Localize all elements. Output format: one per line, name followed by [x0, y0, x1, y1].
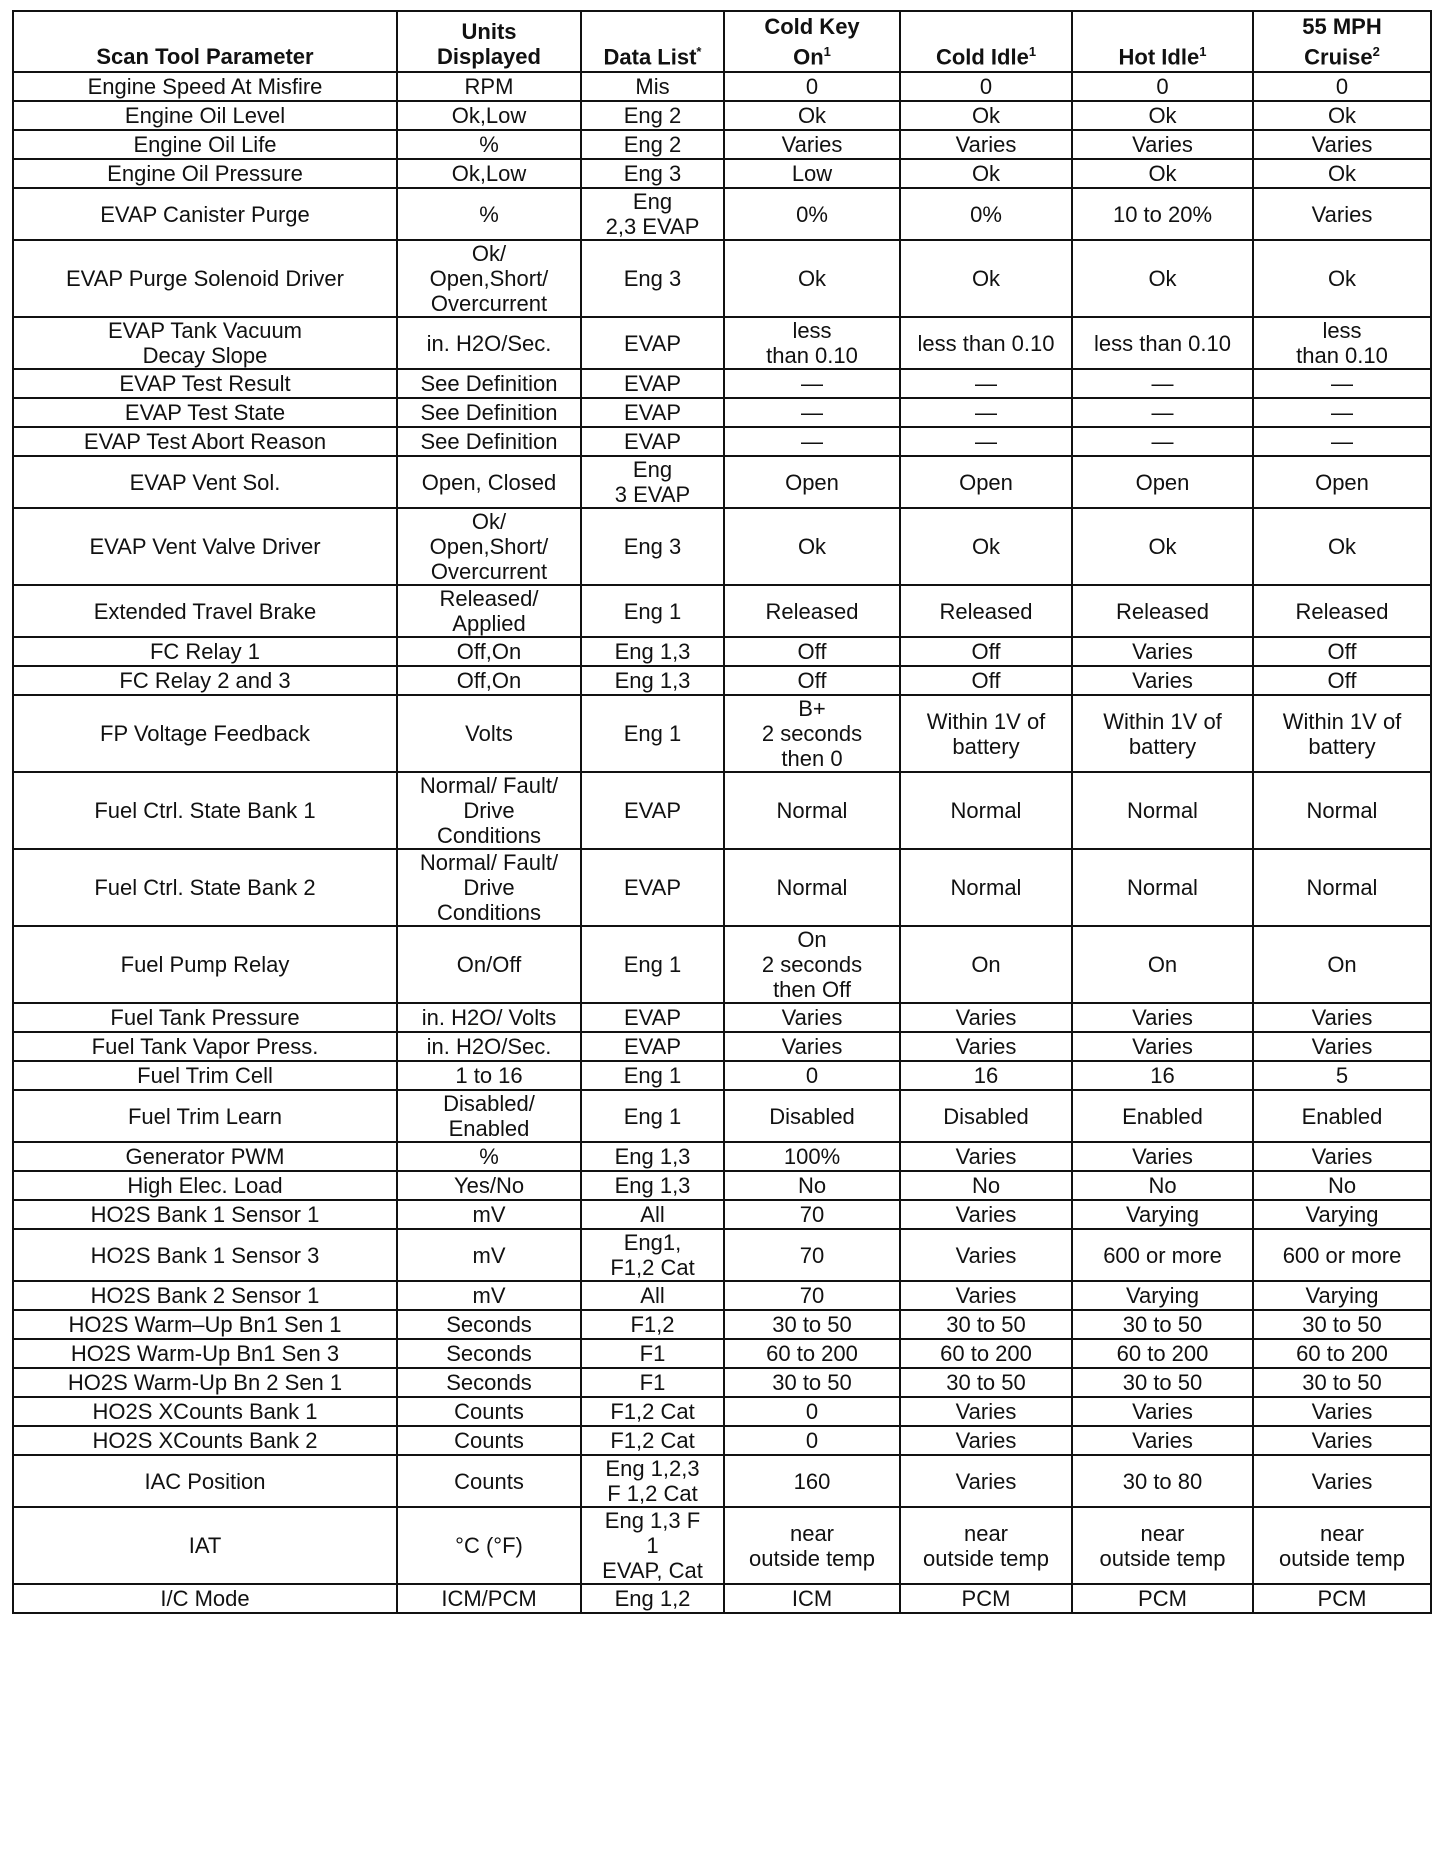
- cruise-cell: On: [1253, 926, 1431, 1003]
- data-list-cell: Eng 1,3: [581, 637, 724, 666]
- cold-key-on-cell: Ok: [724, 240, 900, 317]
- data-list-cell: Eng 1: [581, 1061, 724, 1090]
- cold-idle-cell: 30 to 50: [900, 1368, 1072, 1397]
- table-row: [13, 1397, 1431, 1426]
- table-row: [13, 130, 1431, 159]
- cold-key-on-cell: Varies: [724, 1003, 900, 1032]
- table-row: [13, 1200, 1431, 1229]
- cruise-cell: Ok: [1253, 508, 1431, 585]
- cruise-cell: Within 1V of battery: [1253, 695, 1431, 772]
- data-list-cell: All: [581, 1281, 724, 1310]
- cruise-cell: —: [1253, 398, 1431, 427]
- cruise-cell: 0: [1253, 72, 1431, 101]
- units-cell: Ok/ Open,Short/ Overcurrent: [397, 508, 581, 585]
- data-list-cell: Eng 1,2,3 F 1,2 Cat: [581, 1455, 724, 1507]
- hot-idle-cell: 30 to 80: [1072, 1455, 1253, 1507]
- parameter-cell: Fuel Tank Pressure: [13, 1003, 397, 1032]
- cold-idle-cell: —: [900, 398, 1072, 427]
- cold-key-on-cell: Disabled: [724, 1090, 900, 1142]
- data-list-cell: Eng 1: [581, 1090, 724, 1142]
- cold-idle-cell: Ok: [900, 240, 1072, 317]
- hot-idle-cell: less than 0.10: [1072, 317, 1253, 369]
- cold-idle-cell: Normal: [900, 849, 1072, 926]
- units-cell: Released/ Applied: [397, 585, 581, 637]
- data-list-cell: Eng 3: [581, 240, 724, 317]
- cold-key-on-cell: Varies: [724, 1032, 900, 1061]
- cold-key-on-cell: 0%: [724, 188, 900, 240]
- parameter-cell: Generator PWM: [13, 1142, 397, 1171]
- cold-idle-cell: near outside temp: [900, 1507, 1072, 1584]
- cold-idle-cell: Ok: [900, 101, 1072, 130]
- cold-idle-cell: Varies: [900, 1397, 1072, 1426]
- parameter-cell: FC Relay 1: [13, 637, 397, 666]
- table-row: [13, 240, 1431, 317]
- cruise-cell: 60 to 200: [1253, 1339, 1431, 1368]
- cruise-cell: Varying: [1253, 1200, 1431, 1229]
- cold-key-on-cell: Off: [724, 666, 900, 695]
- table-row: [13, 1339, 1431, 1368]
- units-cell: Seconds: [397, 1368, 581, 1397]
- cold-key-on-cell: —: [724, 369, 900, 398]
- cold-idle-cell: 60 to 200: [900, 1339, 1072, 1368]
- cold-key-on-cell: —: [724, 398, 900, 427]
- cold-idle-cell: PCM: [900, 1584, 1072, 1613]
- hot-idle-cell: Varies: [1072, 1397, 1253, 1426]
- header-cold-idle: Cold Idle$^1$: [900, 11, 1072, 72]
- table-row: [13, 456, 1431, 508]
- hot-idle-cell: Normal: [1072, 772, 1253, 849]
- table-row: [13, 1584, 1431, 1613]
- units-cell: °C (°F): [397, 1507, 581, 1584]
- parameter-cell: Engine Oil Pressure: [13, 159, 397, 188]
- hot-idle-cell: —: [1072, 369, 1253, 398]
- hot-idle-cell: Ok: [1072, 508, 1253, 585]
- hot-idle-cell: Varies: [1072, 1142, 1253, 1171]
- cruise-cell: 5: [1253, 1061, 1431, 1090]
- parameter-cell: Fuel Tank Vapor Press.: [13, 1032, 397, 1061]
- cold-key-on-cell: 30 to 50: [724, 1368, 900, 1397]
- data-list-cell: Eng 1: [581, 695, 724, 772]
- header-units-displayed: Units Displayed: [397, 11, 581, 72]
- hot-idle-cell: Varying: [1072, 1281, 1253, 1310]
- units-cell: RPM: [397, 72, 581, 101]
- units-cell: Disabled/ Enabled: [397, 1090, 581, 1142]
- parameter-cell: Fuel Trim Learn: [13, 1090, 397, 1142]
- cold-key-on-cell: Low: [724, 159, 900, 188]
- cruise-cell: Varies: [1253, 1426, 1431, 1455]
- table-row: [13, 1090, 1431, 1142]
- data-list-cell: EVAP: [581, 772, 724, 849]
- hot-idle-cell: Normal: [1072, 849, 1253, 926]
- units-cell: Normal/ Fault/ Drive Conditions: [397, 849, 581, 926]
- data-list-cell: Eng 3 EVAP: [581, 456, 724, 508]
- table-row: [13, 1281, 1431, 1310]
- hot-idle-cell: 60 to 200: [1072, 1339, 1253, 1368]
- cold-idle-cell: Open: [900, 456, 1072, 508]
- cold-idle-cell: Varies: [900, 1200, 1072, 1229]
- parameter-cell: FC Relay 2 and 3: [13, 666, 397, 695]
- header-55-mph-cruise: 55 MPH Cruise$^2$: [1253, 11, 1431, 72]
- parameter-cell: Fuel Pump Relay: [13, 926, 397, 1003]
- cruise-cell: Varies: [1253, 130, 1431, 159]
- units-cell: Ok,Low: [397, 101, 581, 130]
- data-list-cell: All: [581, 1200, 724, 1229]
- data-list-cell: Eng 1,3: [581, 1171, 724, 1200]
- cold-key-on-cell: Released: [724, 585, 900, 637]
- table-row: [13, 1455, 1431, 1507]
- hot-idle-cell: Varies: [1072, 130, 1253, 159]
- cruise-cell: Ok: [1253, 101, 1431, 130]
- cold-idle-cell: less than 0.10: [900, 317, 1072, 369]
- units-cell: %: [397, 1142, 581, 1171]
- parameter-cell: Fuel Trim Cell: [13, 1061, 397, 1090]
- hot-idle-cell: No: [1072, 1171, 1253, 1200]
- data-list-cell: F1,2 Cat: [581, 1426, 724, 1455]
- data-list-cell: Eng 2,3 EVAP: [581, 188, 724, 240]
- units-cell: mV: [397, 1200, 581, 1229]
- cruise-cell: Released: [1253, 585, 1431, 637]
- parameter-cell: HO2S Bank 1 Sensor 3: [13, 1229, 397, 1281]
- cold-idle-cell: —: [900, 427, 1072, 456]
- data-list-cell: Eng1, F1,2 Cat: [581, 1229, 724, 1281]
- cruise-cell: Varies: [1253, 188, 1431, 240]
- cruise-cell: 600 or more: [1253, 1229, 1431, 1281]
- units-cell: Yes/No: [397, 1171, 581, 1200]
- cold-idle-cell: 16: [900, 1061, 1072, 1090]
- parameter-cell: IAC Position: [13, 1455, 397, 1507]
- units-cell: in. H2O/ Volts: [397, 1003, 581, 1032]
- cold-key-on-cell: 160: [724, 1455, 900, 1507]
- cold-key-on-cell: 70: [724, 1229, 900, 1281]
- parameter-cell: EVAP Vent Valve Driver: [13, 508, 397, 585]
- cold-idle-cell: 0%: [900, 188, 1072, 240]
- hot-idle-cell: —: [1072, 398, 1253, 427]
- units-cell: Seconds: [397, 1310, 581, 1339]
- units-cell: Counts: [397, 1397, 581, 1426]
- table-row: [13, 1426, 1431, 1455]
- cruise-cell: Varies: [1253, 1397, 1431, 1426]
- parameter-cell: EVAP Test State: [13, 398, 397, 427]
- hot-idle-cell: 600 or more: [1072, 1229, 1253, 1281]
- cold-key-on-cell: On 2 seconds then Off: [724, 926, 900, 1003]
- hot-idle-cell: Enabled: [1072, 1090, 1253, 1142]
- cold-key-on-cell: Off: [724, 637, 900, 666]
- cold-key-on-cell: No: [724, 1171, 900, 1200]
- cold-idle-cell: Varies: [900, 1281, 1072, 1310]
- units-cell: Volts: [397, 695, 581, 772]
- data-list-cell: Eng 3: [581, 159, 724, 188]
- data-list-cell: EVAP: [581, 427, 724, 456]
- table-row: [13, 1310, 1431, 1339]
- cruise-cell: 30 to 50: [1253, 1310, 1431, 1339]
- cruise-cell: Varies: [1253, 1142, 1431, 1171]
- cold-idle-cell: Normal: [900, 772, 1072, 849]
- cruise-cell: —: [1253, 427, 1431, 456]
- units-cell: in. H2O/Sec.: [397, 317, 581, 369]
- parameter-cell: Fuel Ctrl. State Bank 2: [13, 849, 397, 926]
- cold-idle-cell: 30 to 50: [900, 1310, 1072, 1339]
- parameter-cell: EVAP Vent Sol.: [13, 456, 397, 508]
- units-cell: Seconds: [397, 1339, 581, 1368]
- hot-idle-cell: 0: [1072, 72, 1253, 101]
- parameter-cell: EVAP Tank Vacuum Decay Slope: [13, 317, 397, 369]
- table-row: [13, 427, 1431, 456]
- table-row: [13, 369, 1431, 398]
- hot-idle-cell: Varies: [1072, 1003, 1253, 1032]
- header-row: [13, 11, 1431, 72]
- data-list-cell: F1: [581, 1368, 724, 1397]
- cruise-cell: Open: [1253, 456, 1431, 508]
- units-cell: 1 to 16: [397, 1061, 581, 1090]
- parameter-cell: Extended Travel Brake: [13, 585, 397, 637]
- header-scan-tool-parameter: Scan Tool Parameter: [13, 11, 397, 72]
- table-row: [13, 695, 1431, 772]
- cold-idle-cell: Released: [900, 585, 1072, 637]
- data-list-cell: EVAP: [581, 1032, 724, 1061]
- parameter-cell: HO2S Warm-Up Bn1 Sen 3: [13, 1339, 397, 1368]
- cruise-cell: Varies: [1253, 1455, 1431, 1507]
- header-cold-key-on: Cold Key On$^1$: [724, 11, 900, 72]
- cold-idle-cell: Ok: [900, 508, 1072, 585]
- hot-idle-cell: Ok: [1072, 101, 1253, 130]
- hot-idle-cell: Varies: [1072, 1032, 1253, 1061]
- units-cell: Off,On: [397, 637, 581, 666]
- parameter-cell: FP Voltage Feedback: [13, 695, 397, 772]
- cruise-cell: Normal: [1253, 772, 1431, 849]
- hot-idle-cell: Released: [1072, 585, 1253, 637]
- cold-key-on-cell: 60 to 200: [724, 1339, 900, 1368]
- data-list-cell: Eng 1: [581, 585, 724, 637]
- units-cell: mV: [397, 1229, 581, 1281]
- data-list-cell: Mis: [581, 72, 724, 101]
- parameter-cell: HO2S XCounts Bank 1: [13, 1397, 397, 1426]
- data-list-cell: F1: [581, 1339, 724, 1368]
- header-data-list: Data List*: [581, 11, 724, 72]
- hot-idle-cell: Varying: [1072, 1200, 1253, 1229]
- units-cell: mV: [397, 1281, 581, 1310]
- data-list-cell: EVAP: [581, 398, 724, 427]
- data-list-cell: EVAP: [581, 1003, 724, 1032]
- cruise-cell: No: [1253, 1171, 1431, 1200]
- cruise-cell: Ok: [1253, 240, 1431, 317]
- header-hot-idle: Hot Idle$^1$: [1072, 11, 1253, 72]
- hot-idle-cell: 30 to 50: [1072, 1310, 1253, 1339]
- parameter-cell: High Elec. Load: [13, 1171, 397, 1200]
- cold-key-on-cell: 0: [724, 1061, 900, 1090]
- parameter-cell: Fuel Ctrl. State Bank 1: [13, 772, 397, 849]
- table-row: [13, 1171, 1431, 1200]
- cold-key-on-cell: Varies: [724, 130, 900, 159]
- cold-key-on-cell: near outside temp: [724, 1507, 900, 1584]
- hot-idle-cell: —: [1072, 427, 1253, 456]
- cold-idle-cell: Varies: [900, 1455, 1072, 1507]
- cold-key-on-cell: —: [724, 427, 900, 456]
- parameter-cell: EVAP Test Abort Reason: [13, 427, 397, 456]
- cold-key-on-cell: 0: [724, 72, 900, 101]
- parameter-cell: Engine Oil Life: [13, 130, 397, 159]
- hot-idle-cell: 10 to 20%: [1072, 188, 1253, 240]
- cold-key-on-cell: 0: [724, 1426, 900, 1455]
- parameter-cell: Engine Speed At Misfire: [13, 72, 397, 101]
- units-cell: Off,On: [397, 666, 581, 695]
- units-cell: See Definition: [397, 427, 581, 456]
- hot-idle-cell: 30 to 50: [1072, 1368, 1253, 1397]
- cold-key-on-cell: ICM: [724, 1584, 900, 1613]
- cold-key-on-cell: 70: [724, 1200, 900, 1229]
- parameter-cell: EVAP Canister Purge: [13, 188, 397, 240]
- cruise-cell: Normal: [1253, 849, 1431, 926]
- cold-key-on-cell: 100%: [724, 1142, 900, 1171]
- hot-idle-cell: Open: [1072, 456, 1253, 508]
- data-list-cell: Eng 2: [581, 130, 724, 159]
- hot-idle-cell: Varies: [1072, 1426, 1253, 1455]
- cruise-cell: Varying: [1253, 1281, 1431, 1310]
- cold-idle-cell: —: [900, 369, 1072, 398]
- units-cell: Ok/ Open,Short/ Overcurrent: [397, 240, 581, 317]
- cruise-cell: 30 to 50: [1253, 1368, 1431, 1397]
- cruise-cell: Off: [1253, 666, 1431, 695]
- units-cell: See Definition: [397, 398, 581, 427]
- data-list-cell: Eng 3: [581, 508, 724, 585]
- data-list-cell: F1,2 Cat: [581, 1397, 724, 1426]
- hot-idle-cell: Varies: [1072, 666, 1253, 695]
- table-row: [13, 1142, 1431, 1171]
- units-cell: Counts: [397, 1455, 581, 1507]
- table-row: [13, 1368, 1431, 1397]
- data-list-cell: EVAP: [581, 317, 724, 369]
- cruise-cell: Varies: [1253, 1003, 1431, 1032]
- cruise-cell: less than 0.10: [1253, 317, 1431, 369]
- cold-key-on-cell: Ok: [724, 101, 900, 130]
- hot-idle-cell: Varies: [1072, 637, 1253, 666]
- cruise-cell: —: [1253, 369, 1431, 398]
- scan-tool-data-table: [12, 10, 1432, 1614]
- cold-key-on-cell: Ok: [724, 508, 900, 585]
- cold-idle-cell: Varies: [900, 130, 1072, 159]
- cruise-cell: Off: [1253, 637, 1431, 666]
- parameter-cell: IAT: [13, 1507, 397, 1584]
- table-row: [13, 849, 1431, 926]
- cold-key-on-cell: B+ 2 seconds then 0: [724, 695, 900, 772]
- table-row: [13, 637, 1431, 666]
- cold-idle-cell: Varies: [900, 1229, 1072, 1281]
- cold-key-on-cell: Open: [724, 456, 900, 508]
- cold-key-on-cell: less than 0.10: [724, 317, 900, 369]
- cruise-cell: near outside temp: [1253, 1507, 1431, 1584]
- units-cell: ICM/PCM: [397, 1584, 581, 1613]
- cruise-cell: Enabled: [1253, 1090, 1431, 1142]
- hot-idle-cell: PCM: [1072, 1584, 1253, 1613]
- cold-idle-cell: Varies: [900, 1142, 1072, 1171]
- cold-idle-cell: Within 1V of battery: [900, 695, 1072, 772]
- cold-idle-cell: Off: [900, 666, 1072, 695]
- data-list-cell: Eng 1: [581, 926, 724, 1003]
- parameter-cell: EVAP Test Result: [13, 369, 397, 398]
- table-row: [13, 1032, 1431, 1061]
- cruise-cell: Varies: [1253, 1032, 1431, 1061]
- cold-idle-cell: Varies: [900, 1426, 1072, 1455]
- parameter-cell: Engine Oil Level: [13, 101, 397, 130]
- parameter-cell: HO2S Bank 1 Sensor 1: [13, 1200, 397, 1229]
- data-list-cell: Eng 1,2: [581, 1584, 724, 1613]
- table-row: [13, 159, 1431, 188]
- units-cell: On/Off: [397, 926, 581, 1003]
- table-row: [13, 101, 1431, 130]
- table-row: [13, 1507, 1431, 1584]
- hot-idle-cell: Within 1V of battery: [1072, 695, 1253, 772]
- parameter-cell: HO2S XCounts Bank 2: [13, 1426, 397, 1455]
- table-row: [13, 317, 1431, 369]
- cold-key-on-cell: 70: [724, 1281, 900, 1310]
- data-list-cell: EVAP: [581, 849, 724, 926]
- cold-idle-cell: Varies: [900, 1032, 1072, 1061]
- table-body: [13, 72, 1431, 1613]
- table-row: [13, 666, 1431, 695]
- units-cell: in. H2O/Sec.: [397, 1032, 581, 1061]
- document-page: [12, 10, 1430, 1614]
- data-list-cell: Eng 1,3: [581, 1142, 724, 1171]
- table-row: [13, 72, 1431, 101]
- hot-idle-cell: On: [1072, 926, 1253, 1003]
- table-row: [13, 772, 1431, 849]
- parameter-cell: HO2S Warm–Up Bn1 Sen 1: [13, 1310, 397, 1339]
- parameter-cell: EVAP Purge Solenoid Driver: [13, 240, 397, 317]
- cold-idle-cell: No: [900, 1171, 1072, 1200]
- units-cell: Ok,Low: [397, 159, 581, 188]
- units-cell: See Definition: [397, 369, 581, 398]
- cruise-cell: Ok: [1253, 159, 1431, 188]
- hot-idle-cell: Ok: [1072, 159, 1253, 188]
- table-row: [13, 926, 1431, 1003]
- cold-key-on-cell: Normal: [724, 772, 900, 849]
- parameter-cell: I/C Mode: [13, 1584, 397, 1613]
- cold-idle-cell: 0: [900, 72, 1072, 101]
- data-list-cell: EVAP: [581, 369, 724, 398]
- cold-key-on-cell: Normal: [724, 849, 900, 926]
- cold-idle-cell: Ok: [900, 159, 1072, 188]
- table-row: [13, 1061, 1431, 1090]
- data-list-cell: F1,2: [581, 1310, 724, 1339]
- hot-idle-cell: near outside temp: [1072, 1507, 1253, 1584]
- table-row: [13, 188, 1431, 240]
- cruise-cell: PCM: [1253, 1584, 1431, 1613]
- parameter-cell: HO2S Warm-Up Bn 2 Sen 1: [13, 1368, 397, 1397]
- hot-idle-cell: Ok: [1072, 240, 1253, 317]
- units-cell: %: [397, 130, 581, 159]
- cold-idle-cell: On: [900, 926, 1072, 1003]
- cold-idle-cell: Varies: [900, 1003, 1072, 1032]
- cold-idle-cell: Disabled: [900, 1090, 1072, 1142]
- table-row: [13, 1229, 1431, 1281]
- parameter-cell: HO2S Bank 2 Sensor 1: [13, 1281, 397, 1310]
- data-list-cell: Eng 2: [581, 101, 724, 130]
- units-cell: Normal/ Fault/ Drive Conditions: [397, 772, 581, 849]
- data-list-cell: Eng 1,3: [581, 666, 724, 695]
- table-row: [13, 398, 1431, 427]
- data-list-cell: Eng 1,3 F 1 EVAP, Cat: [581, 1507, 724, 1584]
- units-cell: Open, Closed: [397, 456, 581, 508]
- units-cell: %: [397, 188, 581, 240]
- table-row: [13, 585, 1431, 637]
- hot-idle-cell: 16: [1072, 1061, 1253, 1090]
- cold-key-on-cell: 30 to 50: [724, 1310, 900, 1339]
- cold-idle-cell: Off: [900, 637, 1072, 666]
- units-cell: Counts: [397, 1426, 581, 1455]
- table-row: [13, 508, 1431, 585]
- cold-key-on-cell: 0: [724, 1397, 900, 1426]
- table-row: [13, 1003, 1431, 1032]
